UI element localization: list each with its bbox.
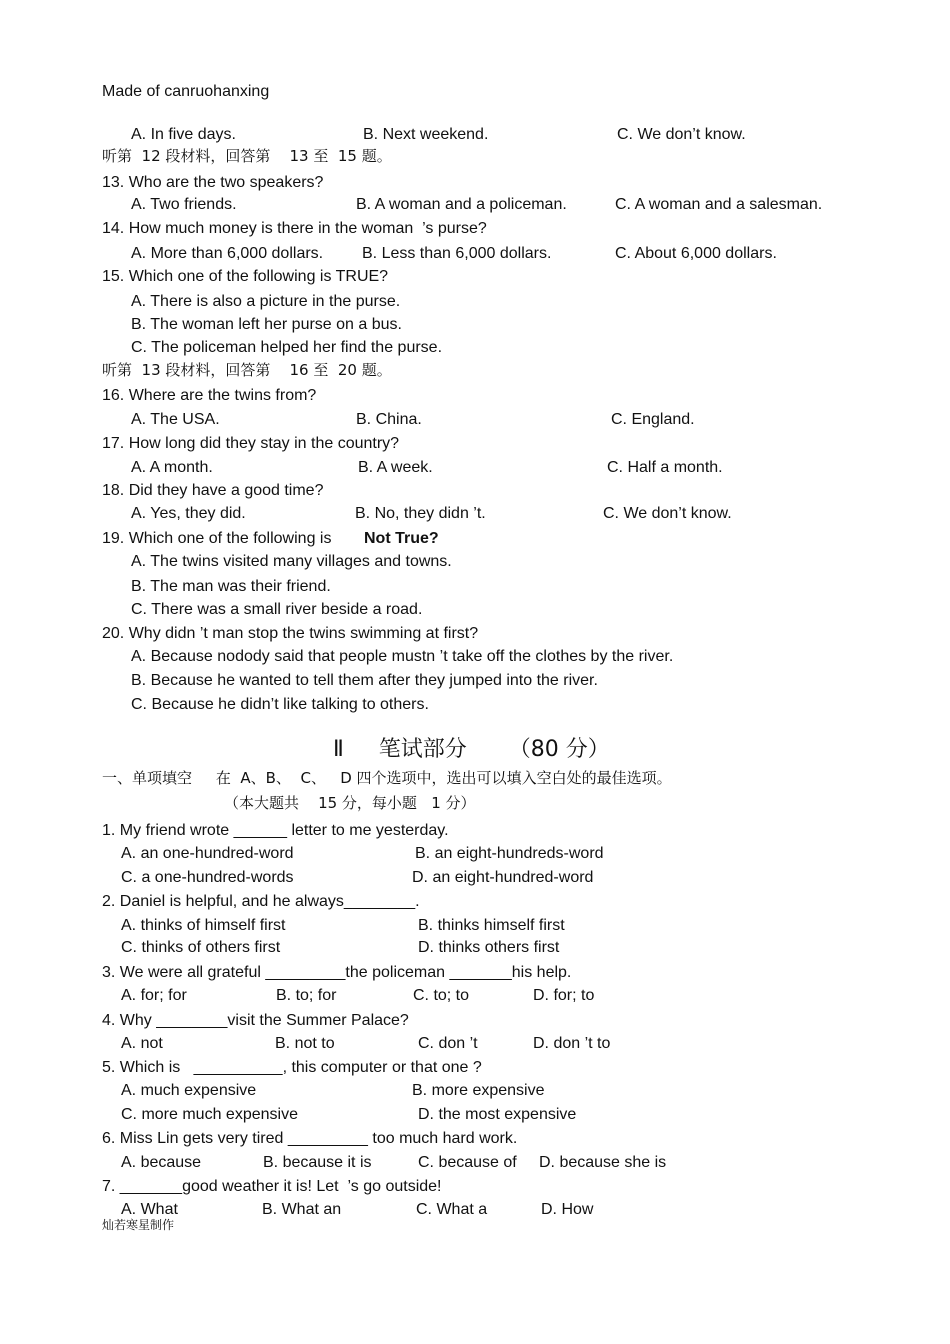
page-footer: 灿若寒星制作 xyxy=(102,1218,175,1232)
q14-option-a: A. More than 6,000 dollars. xyxy=(131,245,324,262)
mc4-stem: 4. Why ________visit the Summer Palace? xyxy=(102,1012,409,1029)
q17-option-c: C. Half a month. xyxy=(607,459,723,476)
mc2-option-b: B. thinks himself first xyxy=(418,917,565,934)
mc5-option-d: D. the most expensive xyxy=(418,1106,577,1123)
q17-option-b: B. A week. xyxy=(358,459,433,476)
mc1-option-b: B. an eight-hundreds-word xyxy=(415,845,604,862)
q18-option-a: A. Yes, they did. xyxy=(131,505,246,522)
mc5-option-b: B. more expensive xyxy=(412,1082,545,1099)
mc3-option-a: A. for; for xyxy=(121,987,187,1004)
listening-instruction-2: 听第 13 段材料，回答第 16 至 20 题。 xyxy=(102,361,392,379)
q14-option-b: B. Less than 6,000 dollars. xyxy=(362,245,552,262)
q15-option-c: C. The policeman helped her find the purse. xyxy=(131,339,443,356)
mc7-stem: 7. _______good weather it is! Let ’s go outside! xyxy=(102,1178,442,1195)
q19-option-b: B. The man was their friend. xyxy=(131,578,331,595)
mc3-option-d: D. for; to xyxy=(533,987,595,1004)
mc4-option-a: A. not xyxy=(121,1035,163,1052)
q16-option-c: C. England. xyxy=(611,411,695,428)
mc7-option-b: B. What an xyxy=(262,1201,342,1218)
mc1-option-c: C. a one-hundred-words xyxy=(121,869,294,886)
mc3-option-c: C. to; to xyxy=(413,987,470,1004)
q18-stem: 18. Did they have a good time? xyxy=(102,482,324,499)
mc6-option-d: D. because she is xyxy=(539,1154,667,1171)
mc3-option-b: B. to; for xyxy=(276,987,337,1004)
q12-option-c: C. We don’t know. xyxy=(617,126,746,143)
q19-option-a: A. The twins visited many villages and towns. xyxy=(131,553,452,570)
section-title: Ⅱ 笔试部分 （80 分） xyxy=(333,737,610,762)
mc6-option-a: A. because xyxy=(121,1154,202,1171)
mc2-option-a: A. thinks of himself first xyxy=(121,917,286,934)
q13-option-b: B. A woman and a policeman. xyxy=(356,196,567,213)
q13-stem: 13. Who are the two speakers? xyxy=(102,174,324,191)
mc4-option-d: D. don ’t to xyxy=(533,1035,611,1052)
q16-option-a: A. The USA. xyxy=(131,411,220,428)
q20-option-c: C. Because he didn’t like talking to others. xyxy=(131,696,429,713)
q12-option-a: A. In five days. xyxy=(131,126,236,143)
mc2-option-c: C. thinks of others first xyxy=(121,939,281,956)
mc6-option-c: C. because of xyxy=(418,1154,517,1171)
q20-option-b: B. Because he wanted to tell them after they jumped into the river. xyxy=(131,672,598,689)
q17-option-a: A. A month. xyxy=(131,459,213,476)
q16-option-b: B. China. xyxy=(356,411,422,428)
q20-stem: 20. Why didn ’t man stop the twins swimming at first? xyxy=(102,625,479,642)
listening-instruction-1: 听第 12 段材料，回答第 13 至 15 题。 xyxy=(102,147,392,165)
q15-option-b: B. The woman left her purse on a bus. xyxy=(131,316,402,333)
q12-option-b: B. Next weekend. xyxy=(363,126,489,143)
part1-instruction: 一、单项填空 在 A、B、 C、 D 四个选项中，选出可以填入空白处的最佳选项。 xyxy=(102,769,672,787)
page-header: Made of canruohanxing xyxy=(102,83,270,100)
mc2-option-d: D. thinks others first xyxy=(418,939,560,956)
mc1-stem: 1. My friend wrote ______ letter to me yesterday. xyxy=(102,822,449,839)
q19-option-c: C. There was a small river beside a road. xyxy=(131,601,423,618)
q14-stem: 14. How much money is there in the woman ’s purse? xyxy=(102,220,487,237)
q19-stem: 19. Which one of the following is xyxy=(102,530,332,547)
q20-option-a: A. Because nodody said that people mustn ’t take off the clothes by the river. xyxy=(131,648,674,665)
mc2-stem: 2. Daniel is helpful, and he always________. xyxy=(102,893,420,910)
q16-stem: 16. Where are the twins from? xyxy=(102,387,317,404)
mc1-option-d: D. an eight-hundred-word xyxy=(412,869,594,886)
q17-stem: 17. How long did they stay in the country? xyxy=(102,435,400,452)
mc7-option-d: D. How xyxy=(541,1201,594,1218)
q18-option-c: C. We don’t know. xyxy=(603,505,732,522)
mc5-option-c: C. more much expensive xyxy=(121,1106,298,1123)
q18-option-b: B. No, they didn ’t. xyxy=(355,505,486,522)
q15-option-a: A. There is also a picture in the purse. xyxy=(131,293,401,310)
q15-stem: 15. Which one of the following is TRUE? xyxy=(102,268,389,285)
mc5-stem: 5. Which is __________, this computer or that one ? xyxy=(102,1059,482,1076)
q19-emphasis: Not True? xyxy=(364,530,439,547)
mc4-option-b: B. not to xyxy=(275,1035,335,1052)
q13-option-c: C. A woman and a salesman. xyxy=(615,196,823,213)
mc6-option-b: B. because it is xyxy=(263,1154,372,1171)
q13-option-a: A. Two friends. xyxy=(131,196,237,213)
mc1-option-a: A. an one-hundred-word xyxy=(121,845,294,862)
mc7-option-c: C. What a xyxy=(416,1201,488,1218)
mc7-option-a: A. What xyxy=(121,1201,178,1218)
q14-option-c: C. About 6,000 dollars. xyxy=(615,245,777,262)
mc3-stem: 3. We were all grateful _________the policeman _______his help. xyxy=(102,964,572,981)
mc6-stem: 6. Miss Lin gets very tired _________ too much hard work. xyxy=(102,1130,518,1147)
mc4-option-c: C. don ’t xyxy=(418,1035,478,1052)
part1-note: （本大题共 15 分，每小题 1 分） xyxy=(224,794,476,812)
mc5-option-a: A. much expensive xyxy=(121,1082,257,1099)
